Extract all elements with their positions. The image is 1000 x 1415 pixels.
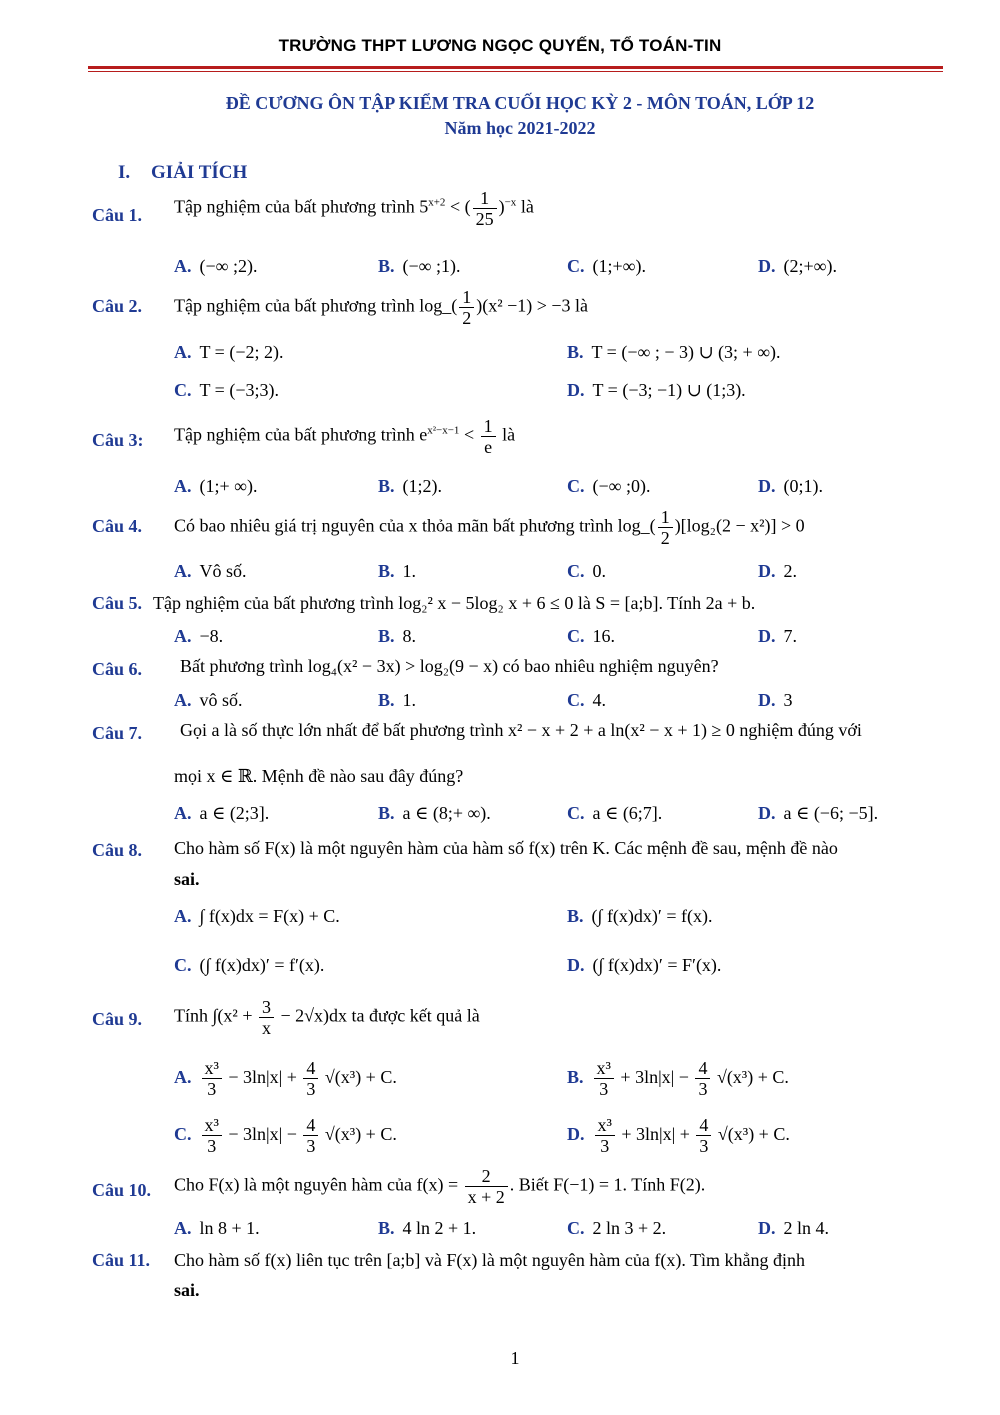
header-rule-thin xyxy=(88,71,943,72)
option-c: C. (−∞ ;0). xyxy=(567,476,651,496)
question-text: Tập nghiệm của bất phương trình $e^{x^2-x-1}$ < $\frac{1}{e}$ là xyxy=(174,416,516,457)
option-d: D. 2 ln 4. xyxy=(758,1218,830,1238)
question-label: Câu 7. xyxy=(92,723,143,743)
option-b: B. 4 ln 2 + 1. xyxy=(378,1218,477,1238)
option-b: B. (1;2). xyxy=(378,476,443,496)
option-c: C. 2 ln 3 + 2. xyxy=(567,1218,667,1238)
option-b: B. a ∈ (8;+ ∞). xyxy=(378,803,491,823)
question-label: Câu 9. xyxy=(92,1009,143,1029)
option-b: B. 1. xyxy=(378,690,417,710)
question-text-cont: sai. xyxy=(174,1280,200,1300)
option-a: A. −8. xyxy=(174,626,224,646)
option-a: A. (1;+ ∞). xyxy=(174,476,258,496)
question-text: Có bao nhiêu giá trị nguyên của x thỏa mãn bất phương trình log_( $\frac{1}{2}$ )[log₂(2 − x²)] > 0 xyxy=(174,507,805,548)
option-a: A. (−∞ ;2). xyxy=(174,256,258,276)
option-d: D. 3 xyxy=(758,690,793,710)
question-text: Tập nghiệm của bất phương trình log_( $\frac{1}{2}$ )(x² −1) > −3 là xyxy=(174,287,589,328)
section-heading xyxy=(118,162,247,184)
option-c: C. T = (−3;3). xyxy=(174,380,279,400)
document-title: ĐỀ CƯƠNG ÔN TẬP KIỂM TRA CUỐI HỌC KỲ 2 - MÔN TOÁN, LỚP 12 xyxy=(225,93,815,113)
option-d: D. (0;1). xyxy=(758,476,823,496)
question-text: Bất phương trình log₄(x² − 3x) > log₂(9 − x) có bao nhiêu nghiệm nguyên? xyxy=(180,656,719,676)
option-c: C. (∫ f(x)dx)′ = f′(x). xyxy=(174,955,325,975)
document-subtitle: Năm học 2021-2022 xyxy=(444,118,596,138)
option-c: C. 4. xyxy=(567,690,606,710)
page-number: 1 xyxy=(510,1348,520,1368)
option-d: D. 2. xyxy=(758,561,797,581)
question-label: Câu 2. xyxy=(92,296,143,316)
question-text: Cho hàm số F(x) là một nguyên hàm của hàm số f(x) trên K. Các mệnh đề sau, mệnh đề nào xyxy=(174,838,838,858)
option-a: A. Vô số. xyxy=(174,561,247,581)
option-a: A. a ∈ (2;3]. xyxy=(174,803,270,823)
option-c: C. 0. xyxy=(567,561,606,581)
option-b: B. 1. xyxy=(378,561,417,581)
question-label: Câu 11. xyxy=(92,1250,151,1270)
option-b: B. $\frac{\text{x³}}{3}$ + 3ln|x| − $\frac{4}{3}$ √(x³) + C. xyxy=(567,1058,789,1099)
question-text: Cho F(x) là một nguyên hàm của f(x) = $\frac{2}{x + 2}$ . Biết F(−1) = 1. Tính F(2). xyxy=(174,1166,706,1207)
question-label: Câu 10. xyxy=(92,1180,152,1200)
question-label: Câu 1. xyxy=(92,205,143,225)
option-a: A. ln 8 + 1. xyxy=(174,1218,260,1238)
section-number: I. xyxy=(118,162,131,183)
question-text: Tập nghiệm của bất phương trình log₂² x − 5log₂ x + 6 ≤ 0 là S = [a;b]. Tính 2a + b. xyxy=(153,593,756,613)
option-a: A. $\frac{\text{x³}}{3}$ − 3ln|x| + $\frac{4}{3}$ √(x³) + C. xyxy=(174,1058,397,1099)
option-d: D. a ∈ (−6; −5]. xyxy=(758,803,879,823)
question-text: Cho hàm số f(x) liên tục trên [a;b] và F(x) là một nguyên hàm của f(x). Tìm khẳng định xyxy=(174,1250,806,1270)
option-c: C. a ∈ (6;7]. xyxy=(567,803,663,823)
question-text: Tính ∫(x² + $\frac{3}{x}$ − 2√x)dx ta được kết quả là xyxy=(174,997,480,1038)
option-d: D. (2;+∞). xyxy=(758,256,837,276)
question-text: Tập nghiệm của bất phương trình $5^{x+2}$ < ( $\frac{1}{25}$ )$^{-x}$ là xyxy=(174,188,534,229)
question-label: Câu 3: xyxy=(92,430,144,450)
option-c: C. (1;+∞). xyxy=(567,256,646,276)
option-d: D. $\frac{\text{x³}}{3}$ + 3ln|x| + $\frac{4}{3}$ √(x³) + C. xyxy=(567,1115,790,1156)
question-text-cont: sai. xyxy=(174,869,200,889)
question-label: Câu 8. xyxy=(92,840,143,860)
option-b: B. (−∞ ;1). xyxy=(378,256,461,276)
header-rule xyxy=(88,66,943,69)
option-a: A. vô số. xyxy=(174,690,243,710)
option-c: C. $\frac{\text{x³}}{3}$ − 3ln|x| − $\frac{4}{3}$ √(x³) + C. xyxy=(174,1115,397,1156)
option-a: A. T = (−2; 2). xyxy=(174,342,284,362)
option-b: B. T = (−∞ ; − 3) ∪ (3; + ∞). xyxy=(567,342,781,362)
question-label: Câu 5. xyxy=(92,593,143,613)
question-text: Gọi a là số thực lớn nhất để bất phương trình x² − x + 2 + a ln(x² − x + 1) ≥ 0 nghiệm đúng với xyxy=(180,720,862,740)
option-d: D. (∫ f(x)dx)′ = F′(x). xyxy=(567,955,722,975)
option-b: B. 8. xyxy=(378,626,417,646)
option-a: A. ∫ f(x)dx = F(x) + C. xyxy=(174,906,340,926)
school-header: TRƯỜNG THPT LƯƠNG NGỌC QUYẾN, TỔ TOÁN-TIN xyxy=(278,36,722,55)
option-c: C. 16. xyxy=(567,626,615,646)
question-label: Câu 6. xyxy=(92,659,143,679)
option-b: B. (∫ f(x)dx)′ = f(x). xyxy=(567,906,713,926)
option-d: D. 7. xyxy=(758,626,797,646)
section-title: GIẢI TÍCH xyxy=(151,162,248,183)
option-d: D. T = (−3; −1) ∪ (1;3). xyxy=(567,380,746,400)
question-text-cont: mọi x ∈ ℝ. Mệnh đề nào sau đây đúng? xyxy=(174,766,464,786)
question-label: Câu 4. xyxy=(92,516,143,536)
